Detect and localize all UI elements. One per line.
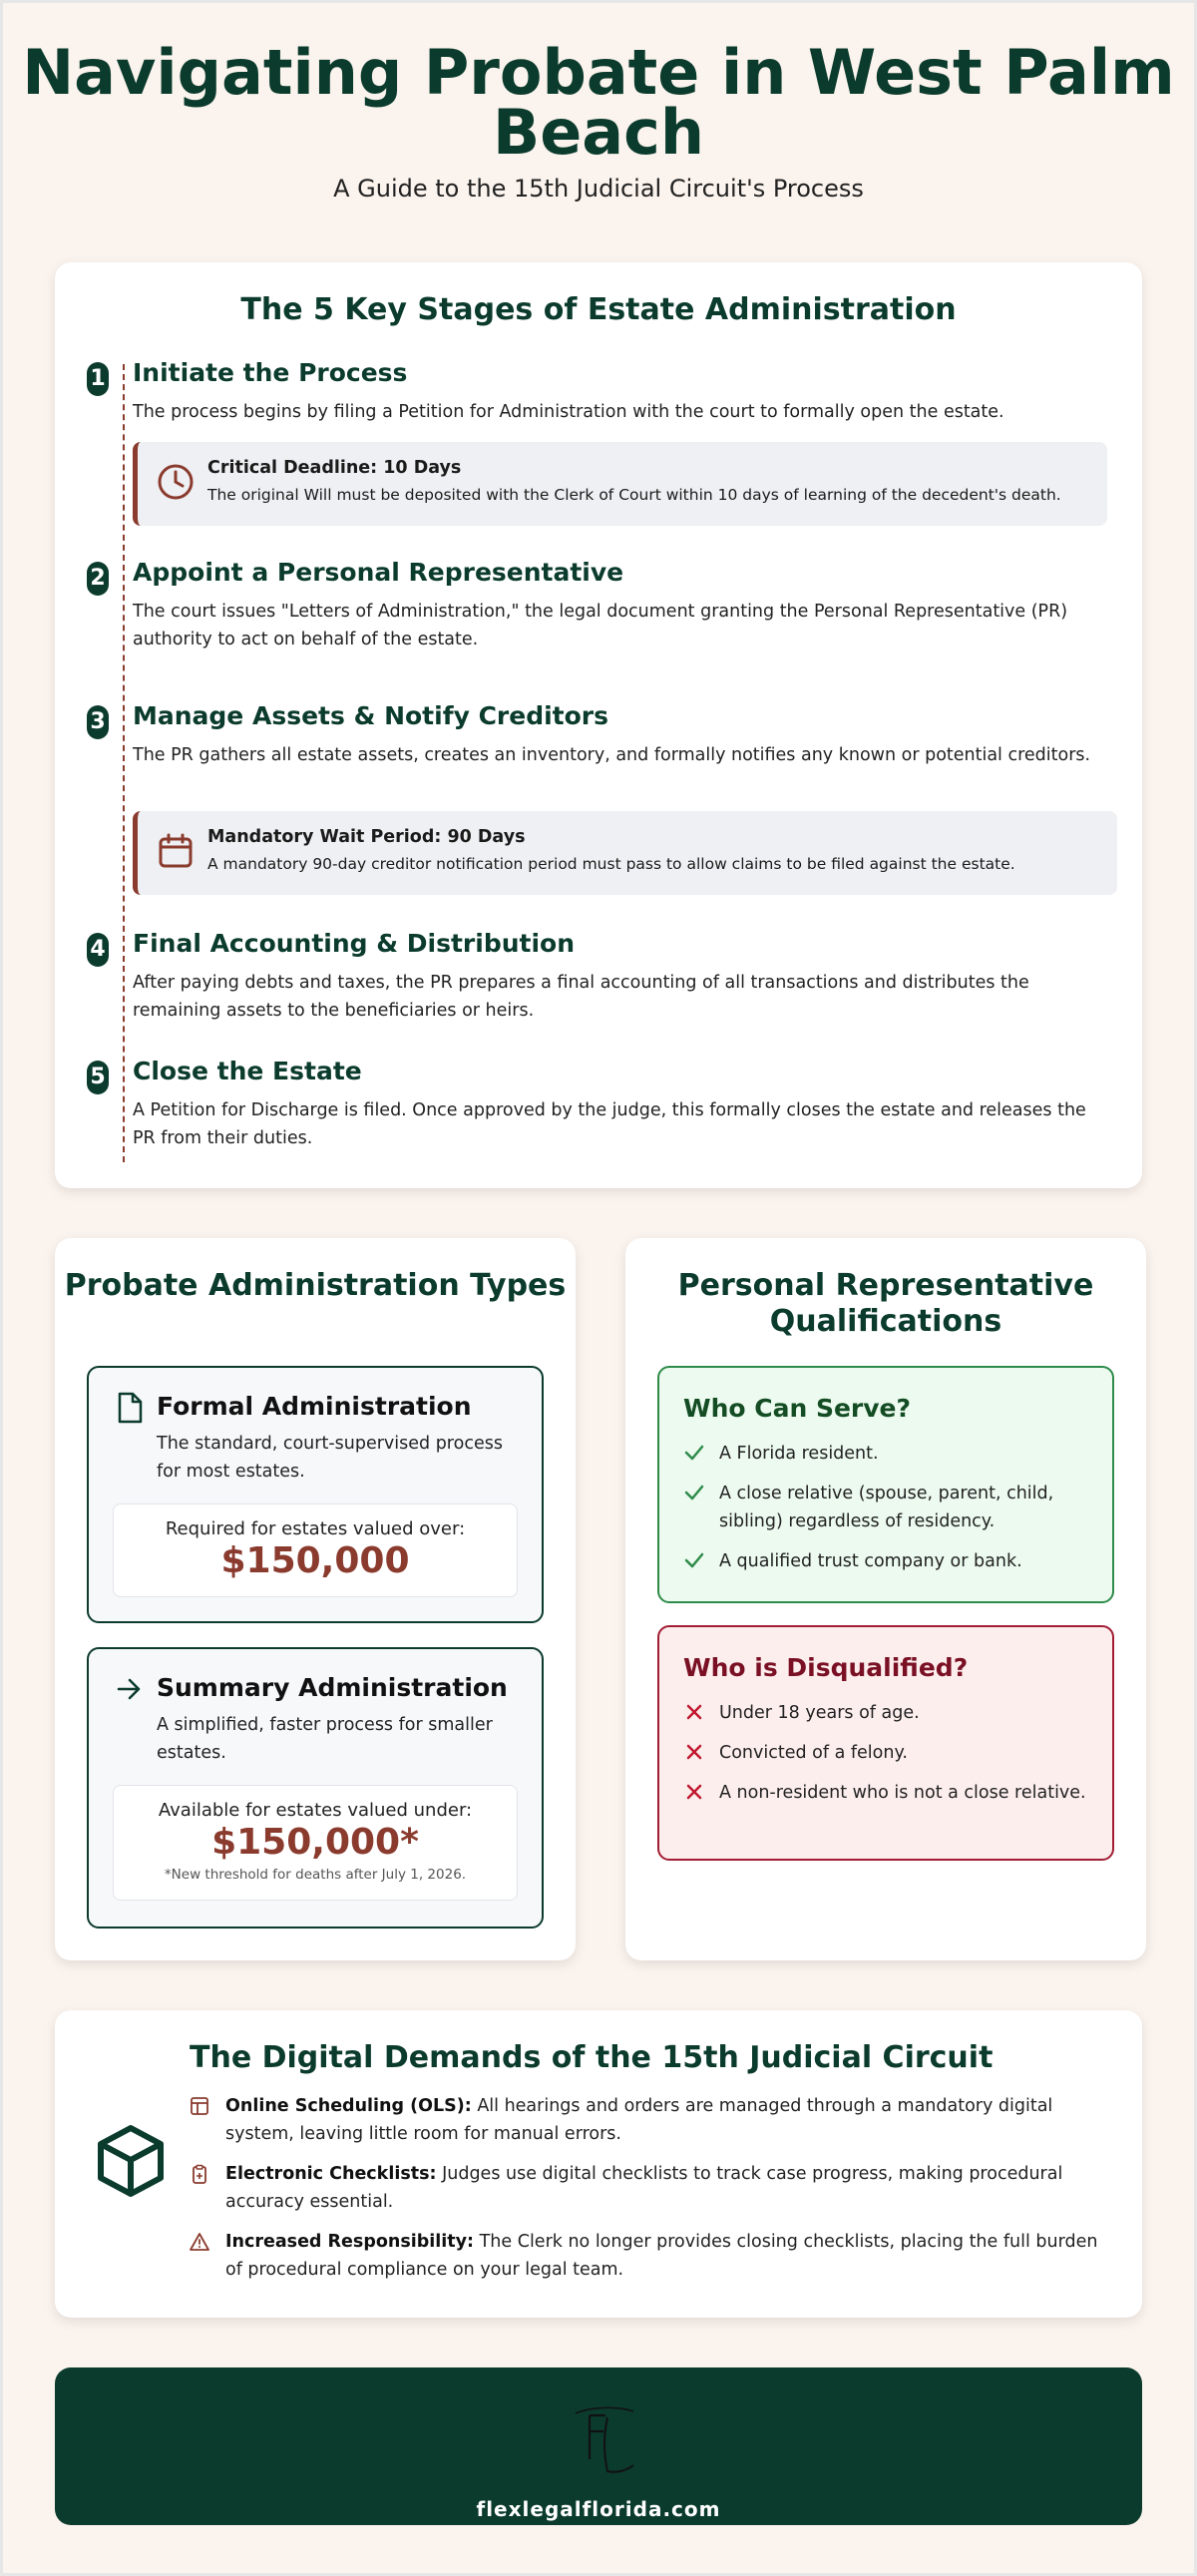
can-serve-list [683,1440,1092,1587]
stage-number: 4 [87,933,109,967]
stage-title: Manage Assets & Notify Creditors [133,701,609,730]
page-subtitle: A Guide to the 15th Judicial Circuit's Process [333,175,864,203]
stages-title: The 5 Key Stages of Estate Administration [240,292,957,327]
qual-title: Who is Disqualified? [683,1653,969,1682]
callout-title: Critical Deadline: 10 Days [207,458,462,478]
type-title: Formal Administration [157,1392,472,1421]
threshold-label: Required for estates valued over: [165,1518,466,1539]
page-title: Navigating Probate in West Palm Beach [22,36,1175,169]
threshold-note: *New threshold for deaths after July 1, 2026. [164,1867,467,1883]
item-label: Increased Responsibility: [225,2232,475,2252]
item-label: Online Scheduling (OLS): [225,2096,472,2116]
x-icon [683,1781,705,1803]
stage-description: The court issues "Letters of Administration," the legal document granting the Personal Representative (PR) authority to act on behalf of the estate. [133,602,1068,649]
stage-title: Appoint a Personal Representative [133,558,624,587]
list-item [190,2160,1107,2216]
header [3,36,1194,203]
layout-icon [190,2096,209,2116]
type-description: A simplified, faster process for smaller estates. [157,1715,493,1763]
footer-url[interactable]: flexlegalflorida.com [476,2497,721,2521]
item-text: All hearings and orders are managed through a mandatory digital system, leaving little room for manual errors. [225,2096,1053,2144]
document-icon [115,1392,145,1424]
item-text: The Clerk no longer provides closing checklists, placing the full burden of procedural compliance on your legal team. [225,2232,1098,2280]
wait-period-callout [133,811,1117,895]
check-icon [683,1482,705,1503]
check-icon [683,1549,705,1571]
threshold-value: $150,000* [211,1822,419,1863]
item-text: Judges use digital checklists to track case progress, making procedural accuracy essential. [225,2164,1063,2212]
calendar-icon [156,831,196,871]
digital-title: The Digital Demands of the 15th Judicial Circuit [190,2040,994,2075]
list-item-text: A close relative (spouse, parent, child, sibling) regardless of residency. [719,1484,1054,1531]
fl-logo [568,2401,637,2481]
digital-demands-card [55,2010,1142,2318]
list-item [190,2092,1107,2148]
stage-description: The PR gathers all estate assets, creates an inventory, and formally notifies any known or potential creditors. [133,745,1091,765]
arrow-right-icon [115,1673,145,1705]
stage-description: The process begins by filing a Petition for Administration with the court to formally open the estate. [133,402,1004,422]
list-item [683,1779,1092,1807]
clock-icon [156,462,196,502]
stages-card [55,262,1142,1188]
box-icon [91,2122,171,2202]
item-label: Electronic Checklists: [225,2164,437,2184]
disqualified-list [683,1699,1092,1819]
list-item-text: Under 18 years of age. [719,1703,920,1723]
summary-administration-box [87,1647,544,1929]
list-item-text: A qualified trust company or bank. [719,1551,1022,1571]
stage-number: 2 [87,562,109,596]
who-is-disqualified-box [657,1625,1114,1861]
qual-title: Who Can Serve? [683,1394,912,1423]
stage-title: Close the Estate [133,1057,362,1085]
list-item [683,1699,1092,1727]
warning-icon [190,2232,209,2252]
footer [55,2367,1142,2525]
threshold-box [113,1503,518,1597]
who-can-serve-box [657,1366,1114,1603]
list-item-text: Convicted of a felony. [719,1743,908,1763]
list-item [683,1480,1092,1535]
stage-number: 5 [87,1061,109,1094]
x-icon [683,1741,705,1763]
types-card [55,1238,576,1960]
stage-title: Final Accounting & Distribution [133,929,576,958]
stage-number: 3 [87,705,109,739]
formal-administration-box [87,1366,544,1623]
type-description: The standard, court-supervised process for most estates. [157,1434,503,1482]
list-item [683,1547,1092,1575]
threshold-box [113,1785,518,1901]
type-title: Summary Administration [157,1673,508,1702]
list-item [190,2228,1107,2284]
timeline-line [123,364,125,1162]
x-icon [683,1701,705,1723]
list-item [683,1440,1092,1468]
stage-description: After paying debts and taxes, the PR prepares a final accounting of all transactions and distributes the remaining assets to the beneficiaries or heirs. [133,973,1029,1021]
check-icon [683,1442,705,1464]
list-item-text: A Florida resident. [719,1444,879,1464]
stage-number: 1 [87,362,109,396]
stage-title: Initiate the Process [133,358,408,387]
callout-title: Mandatory Wait Period: 90 Days [207,827,526,847]
page [3,3,1194,2573]
types-title: Probate Administration Types [64,1268,567,1303]
threshold-label: Available for estates valued under: [158,1800,473,1821]
list-item-text: A non-resident who is not a close relative. [719,1783,1086,1803]
qualifications-card [625,1238,1146,1960]
deadline-callout [133,442,1107,526]
qualifications-title: Personal Representative Qualifications [677,1268,1094,1339]
callout-text: A mandatory 90-day creditor notification period must pass to allow claims to be filed against the estate. [207,855,1015,873]
list-item [683,1739,1092,1767]
stage-description: A Petition for Discharge is filed. Once approved by the judge, this formally closes the estate and releases the PR from their duties. [133,1100,1086,1148]
callout-text: The original Will must be deposited with the Clerk of Court within 10 days of learning of the decedent's death. [207,486,1061,504]
digital-list [190,2092,1107,2296]
threshold-value: $150,000 [220,1540,410,1581]
clipboard-icon [190,2164,209,2184]
